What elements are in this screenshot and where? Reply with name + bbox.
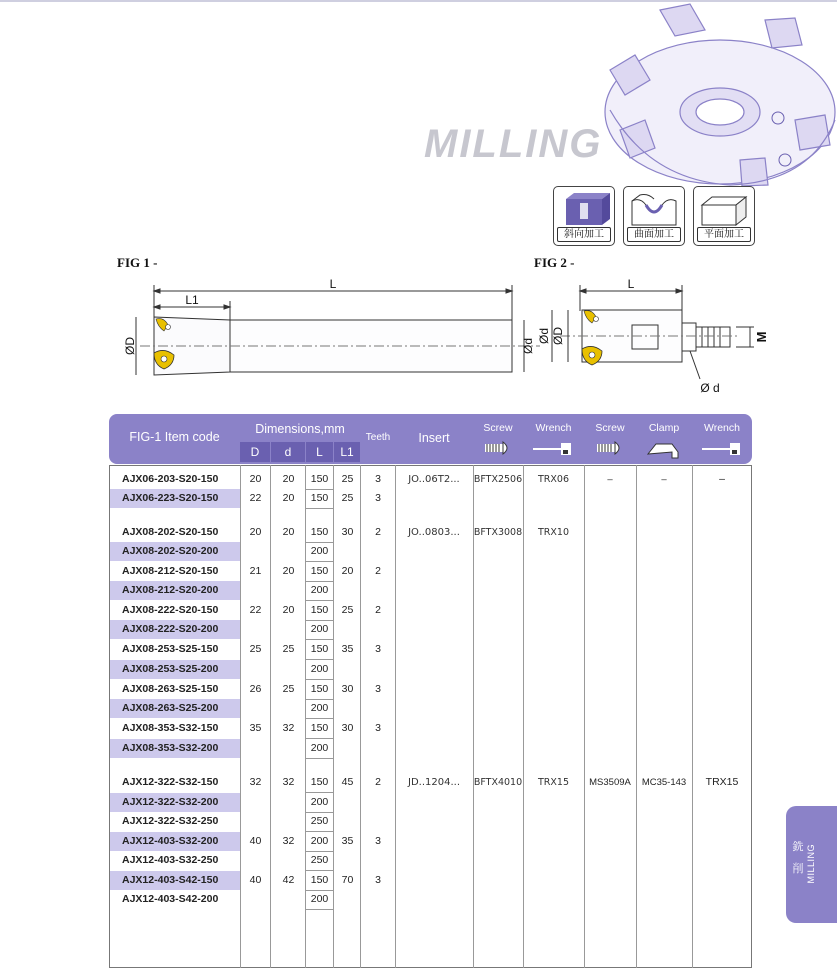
item-code: AJX08-353-S32-200 — [110, 739, 240, 758]
cell-d: 25 — [282, 643, 295, 655]
column-divider — [523, 465, 524, 968]
table-row — [110, 793, 752, 812]
table-row — [110, 601, 752, 620]
cell-l1: 35 — [341, 643, 354, 655]
row-divider — [305, 812, 333, 813]
fig1-dim-L1: L1 — [185, 293, 199, 307]
cell-d: 32 — [282, 722, 295, 734]
table-row — [110, 660, 752, 679]
cell-l1: 35 — [341, 835, 354, 847]
row-divider — [305, 581, 333, 582]
cell-d: 25 — [249, 643, 262, 655]
fig1-drawing — [110, 275, 550, 385]
cell-l: 150 — [310, 874, 329, 886]
cell-clamp: MC35-143 — [641, 777, 687, 788]
cell-l: 150 — [310, 722, 329, 734]
page-title: MILLING — [424, 122, 603, 166]
row-divider — [305, 508, 333, 509]
table-row — [110, 620, 752, 639]
header-teeth: Teeth — [365, 432, 391, 443]
cell-teeth: 2 — [375, 526, 381, 538]
cell-d: 25 — [282, 683, 295, 695]
row-divider — [305, 489, 333, 490]
cell-wrench: TRX15 — [537, 777, 569, 788]
cell-l: 200 — [310, 663, 329, 675]
cell-screw2: – — [607, 474, 613, 485]
cell-d: 20 — [249, 473, 262, 485]
side-section-tab[interactable] — [786, 806, 837, 923]
table-row — [110, 581, 752, 600]
item-code: AJX08-253-S25-200 — [110, 660, 240, 679]
header-wrench-2: Wrench — [704, 422, 740, 434]
cell-insert: JO..0803... — [408, 527, 460, 538]
row-divider — [305, 620, 333, 621]
cell-l: 150 — [310, 526, 329, 538]
cell-teeth: 3 — [375, 643, 381, 655]
cell-teeth: 3 — [375, 835, 381, 847]
cell-d: 20 — [282, 565, 295, 577]
header-d: d — [271, 442, 305, 462]
table-row — [110, 523, 752, 542]
cell-l1: 20 — [341, 565, 354, 577]
face-milling-icon — [698, 191, 750, 227]
ramping-icon — [558, 191, 610, 227]
cell-l: 150 — [310, 473, 329, 485]
item-code: AJX12-322-S32-150 — [122, 776, 219, 788]
cell-l1: 30 — [341, 722, 354, 734]
cell-l: 250 — [310, 854, 329, 866]
cell-d: 26 — [249, 683, 262, 695]
cell-d: 20 — [282, 526, 295, 538]
column-divider — [692, 465, 693, 968]
cell-l: 200 — [310, 835, 329, 847]
table-row — [110, 640, 752, 659]
item-code: AJX12-322-S32-200 — [110, 793, 240, 812]
cell-l: 200 — [310, 623, 329, 635]
cell-screw: BFTX3008 — [473, 527, 523, 538]
cell-teeth: 2 — [375, 776, 381, 788]
fig2-dim-D: ØD — [551, 327, 565, 345]
cell-screw2: MS3509A — [589, 777, 631, 788]
cell-wrench: TRX10 — [537, 527, 569, 538]
cell-d: 32 — [282, 776, 295, 788]
side-tab-en: MILLING — [806, 844, 816, 884]
table-row — [110, 739, 752, 758]
row-divider — [305, 851, 333, 852]
cell-wrench: TRX06 — [537, 474, 569, 485]
row-divider — [305, 679, 333, 680]
cell-l: 250 — [310, 815, 329, 827]
item-code: AJX12-403-S42-150 — [110, 871, 240, 890]
fig2-dim-d-bottom: Ø d — [700, 381, 720, 395]
fig1-dim-d: Ød — [521, 337, 535, 355]
row-divider — [305, 831, 333, 832]
cell-l: 150 — [310, 643, 329, 655]
fig2-dim-L: L — [627, 277, 635, 291]
header-item-code: FIG-1 Item code — [129, 430, 220, 444]
fig1-dim-D: ØD — [123, 337, 137, 355]
header-L1: L1 — [334, 442, 360, 462]
item-code: AJX06-223-S20-150 — [110, 489, 240, 508]
table-header — [109, 414, 752, 464]
cell-teeth: 2 — [375, 604, 381, 616]
item-code: AJX12-322-S32-250 — [122, 815, 219, 827]
cell-d: 40 — [249, 835, 262, 847]
cell-teeth: 3 — [375, 722, 381, 734]
cell-l: 150 — [310, 565, 329, 577]
cell-screw: BFTX4010 — [473, 777, 523, 788]
item-code: AJX12-403-S42-200 — [122, 893, 219, 905]
item-code: AJX08-202-S20-150 — [122, 526, 219, 538]
item-code: AJX08-263-S25-200 — [110, 699, 240, 718]
screw-icon — [484, 440, 512, 456]
header-insert: Insert — [418, 431, 450, 445]
table-row — [110, 680, 752, 699]
row-divider — [305, 639, 333, 640]
screw-icon — [596, 440, 624, 456]
operation-icons — [553, 186, 755, 246]
item-code: AJX12-403-S32-200 — [110, 832, 240, 851]
side-tab-zh: 銑 削 — [792, 840, 804, 875]
item-code: AJX12-403-S32-250 — [122, 854, 219, 866]
cell-insert: JO..06T2... — [408, 474, 460, 485]
cell-l: 200 — [310, 584, 329, 596]
cell-d: 40 — [249, 874, 262, 886]
table-row — [110, 699, 752, 718]
cell-screw: BFTX2506 — [473, 474, 523, 485]
row-divider — [305, 738, 333, 739]
cell-wrench2: – — [719, 473, 725, 485]
table-row — [110, 470, 752, 489]
cell-d: 22 — [249, 492, 262, 504]
cell-teeth: 3 — [375, 874, 381, 886]
row-divider — [305, 870, 333, 871]
wrench-icon — [700, 440, 744, 458]
cell-l1: 25 — [341, 604, 354, 616]
fig2-dim-M: M — [754, 331, 769, 343]
table-row — [110, 562, 752, 581]
row-divider — [305, 699, 333, 700]
cell-l: 200 — [310, 796, 329, 808]
cell-l: 150 — [310, 604, 329, 616]
cell-l: 150 — [310, 683, 329, 695]
cell-clamp: – — [661, 474, 667, 485]
column-divider — [270, 465, 271, 968]
table-row — [110, 719, 752, 738]
cell-l: 150 — [310, 776, 329, 788]
table-row — [110, 542, 752, 561]
table-row — [110, 773, 752, 792]
row-divider — [305, 792, 333, 793]
cell-d: 32 — [249, 776, 262, 788]
wrench-icon — [531, 440, 575, 458]
cell-l1: 30 — [341, 526, 354, 538]
column-divider — [636, 465, 637, 968]
fig1-label: FIG 1 - — [117, 255, 158, 270]
op-label: 曲面加工 — [627, 227, 681, 242]
cell-l: 200 — [310, 893, 329, 905]
table-row — [110, 890, 752, 909]
cell-d: 42 — [282, 874, 295, 886]
cell-l: 200 — [310, 742, 329, 754]
face-mill-cutter-illustration — [590, 0, 837, 190]
row-divider — [305, 718, 333, 719]
op-label: 斜向加工 — [557, 227, 611, 242]
row-divider — [305, 909, 333, 910]
cell-l1: 25 — [341, 473, 354, 485]
column-divider — [584, 465, 585, 968]
cell-l1: 25 — [341, 492, 354, 504]
cell-l1: 70 — [341, 874, 354, 886]
item-code: AJX08-353-S32-150 — [122, 722, 219, 734]
clamp-icon — [646, 438, 682, 460]
cell-teeth: 2 — [375, 565, 381, 577]
cell-insert: JD..1204... — [408, 777, 460, 788]
cell-d: 20 — [282, 473, 295, 485]
item-code: AJX08-222-S20-150 — [122, 604, 219, 616]
item-code: AJX06-203-S20-150 — [122, 473, 219, 485]
contour-op — [623, 186, 685, 246]
header-L: L — [306, 442, 333, 462]
column-divider — [240, 465, 241, 968]
fig2-label: FIG 2 - — [534, 255, 575, 270]
column-divider — [473, 465, 474, 968]
table-row — [110, 812, 752, 831]
cell-d: 32 — [282, 835, 295, 847]
cell-d: 35 — [249, 722, 262, 734]
cell-d: 20 — [282, 604, 295, 616]
header-dimensions: Dimensions,mm — [255, 422, 345, 436]
cell-d: 20 — [282, 492, 295, 504]
cell-l: 200 — [310, 545, 329, 557]
table-row — [110, 871, 752, 890]
cell-l: 150 — [310, 492, 329, 504]
column-divider — [360, 465, 361, 968]
cell-teeth: 3 — [375, 473, 381, 485]
table-row — [110, 851, 752, 870]
cell-d: 20 — [249, 526, 262, 538]
item-code: AJX08-263-S25-150 — [122, 683, 219, 695]
item-code: AJX08-222-S20-200 — [110, 620, 240, 639]
cell-teeth: 3 — [375, 683, 381, 695]
row-divider — [305, 561, 333, 562]
header-clamp: Clamp — [648, 422, 680, 434]
cell-l1: 30 — [341, 683, 354, 695]
row-divider — [305, 659, 333, 660]
header-screw-1: Screw — [483, 422, 513, 434]
fig2-drawing — [537, 275, 780, 400]
cell-l: 200 — [310, 702, 329, 714]
cell-wrench2: TRX15 — [705, 776, 739, 788]
face-milling-op — [693, 186, 755, 246]
contour-icon — [628, 191, 680, 227]
header-screw-2: Screw — [595, 422, 625, 434]
column-divider — [333, 465, 334, 968]
ramping-op — [553, 186, 615, 246]
fig1-dim-L: L — [329, 277, 337, 291]
header-wrench-1: Wrench — [535, 422, 572, 434]
op-label: 平面加工 — [697, 227, 751, 242]
cell-teeth: 3 — [375, 492, 381, 504]
cell-d: 21 — [249, 565, 262, 577]
fig2-dim-d: Ød — [537, 327, 551, 345]
column-divider — [305, 465, 306, 968]
row-divider — [305, 890, 333, 891]
cell-l1: 45 — [341, 776, 354, 788]
item-code: AJX08-202-S20-200 — [110, 542, 240, 561]
item-code: AJX08-212-S20-150 — [122, 565, 219, 577]
table-row — [110, 832, 752, 851]
header-D: D — [240, 442, 270, 462]
column-divider — [395, 465, 396, 968]
row-divider — [305, 542, 333, 543]
item-code: AJX08-212-S20-200 — [110, 581, 240, 600]
row-divider — [305, 758, 333, 759]
table-row — [110, 489, 752, 508]
item-code: AJX08-253-S25-150 — [122, 643, 219, 655]
cell-d: 22 — [249, 604, 262, 616]
row-divider — [305, 600, 333, 601]
